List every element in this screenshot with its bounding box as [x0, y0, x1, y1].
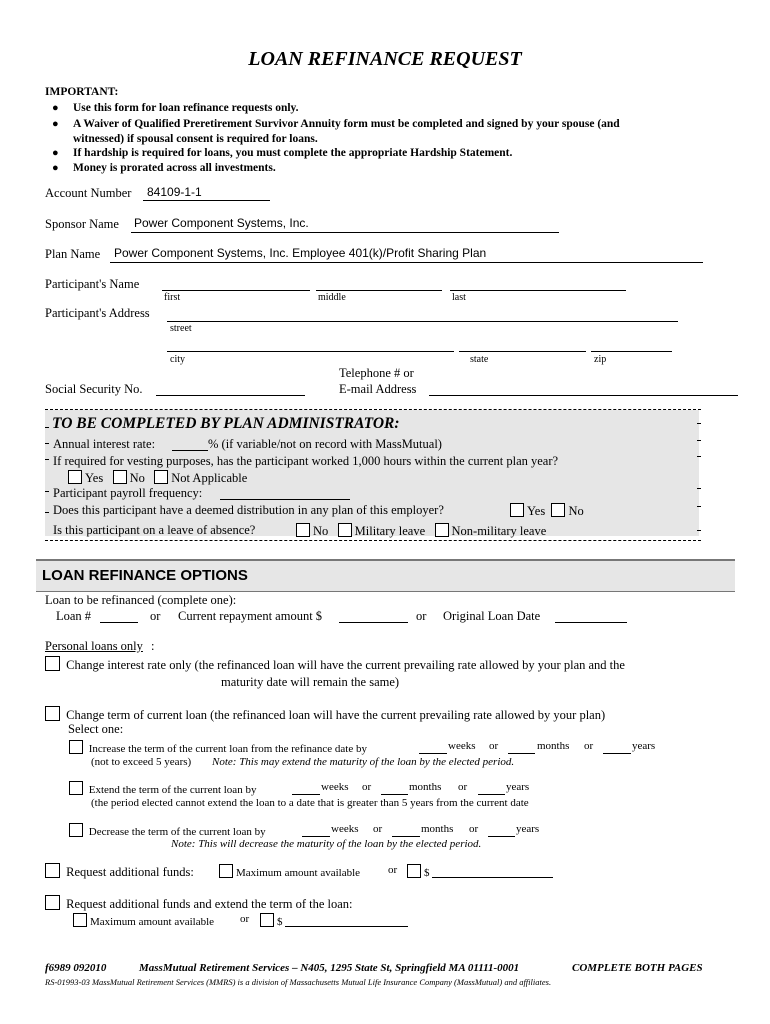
non-military-leave-checkbox[interactable]: [435, 523, 449, 537]
orig-date-label: Original Loan Date: [443, 609, 541, 623]
account-field[interactable]: [143, 200, 270, 201]
or-text: or: [469, 823, 479, 835]
change-rate-checkbox[interactable]: [45, 656, 60, 671]
street-field[interactable]: [167, 321, 678, 322]
extend-checkbox[interactable]: [69, 781, 83, 795]
dash-mark: [697, 423, 701, 424]
decrease-checkbox[interactable]: [69, 823, 83, 837]
interest-field[interactable]: [172, 450, 208, 451]
account-value: 84109-1-1: [147, 185, 202, 199]
decrease-note: Note: This will decrease the maturity of the loan by the elected period.: [171, 838, 482, 850]
or-text: or: [388, 864, 398, 876]
increase-years-field[interactable]: [603, 753, 631, 754]
extend-option: [69, 781, 256, 796]
dash-mark: [45, 427, 49, 428]
last-caption: last: [452, 292, 466, 303]
zip-caption: zip: [594, 354, 607, 365]
extend-weeks-field[interactable]: [292, 794, 320, 795]
dollar-sign: $: [277, 916, 283, 928]
additional-extend-max: [73, 913, 214, 928]
or-text: or: [373, 823, 383, 835]
or-text: or: [458, 781, 468, 793]
important-bullet: If hardship is required for loans, you must complete the appropriate Hardship Statement.: [73, 147, 513, 159]
orig-date-field[interactable]: [555, 622, 627, 623]
no-label: No: [129, 471, 145, 485]
leave-options: [296, 523, 546, 539]
military-label: Military leave: [354, 524, 426, 538]
to-be-refinanced: Loan to be refinanced (complete one):: [45, 593, 237, 607]
bullet-icon: ●: [52, 147, 59, 159]
first-name-field[interactable]: [162, 290, 310, 291]
ssn-label: Social Security No.: [45, 382, 143, 396]
additional-max: [219, 864, 360, 879]
max-label: Maximum amount available: [236, 867, 361, 879]
military-leave-checkbox[interactable]: [338, 523, 352, 537]
dash-mark: [697, 488, 701, 489]
decrease-option: [69, 823, 266, 838]
extend-years-field[interactable]: [478, 794, 505, 795]
increase-months-field[interactable]: [508, 753, 535, 754]
dash-mark: [697, 440, 701, 441]
ssn-field[interactable]: [156, 395, 305, 396]
footer-address: MassMutual Retirement Services – N405, 1295 State St, Springfield MA 01111-0001: [139, 962, 520, 974]
interest-note: % (if variable/not on record with MassMutual): [208, 437, 442, 451]
years-label: years: [516, 823, 540, 835]
important-heading: IMPORTANT:: [45, 86, 119, 98]
change-term-checkbox[interactable]: [45, 706, 60, 721]
city-field[interactable]: [167, 351, 454, 352]
personal-colon: :: [151, 639, 155, 653]
months-label: months: [409, 781, 442, 793]
leave-no-checkbox[interactable]: [296, 523, 310, 537]
increase-note: Note: This may extend the maturity of the loan by the elected period.: [212, 756, 515, 768]
admin-bottom-border: [45, 540, 701, 541]
change-rate-option: [45, 656, 625, 673]
important-bullet: A Waiver of Qualified Preretirement Survivor Annuity form must be completed and signed by your spouse (and: [73, 118, 620, 130]
increase-text: Increase the term of the current loan from the refinance date by: [88, 743, 367, 755]
or-text: or: [240, 913, 250, 925]
important-bullet: Use this form for loan refinance requests only.: [73, 102, 299, 114]
email-field[interactable]: [429, 395, 738, 396]
middle-caption: middle: [318, 292, 346, 303]
increase-checkbox[interactable]: [69, 740, 83, 754]
leave-question: Is this participant on a leave of absence?: [53, 523, 256, 537]
admin-top-border: [45, 409, 701, 410]
options-heading: LOAN REFINANCE OPTIONS: [42, 567, 248, 584]
additional-text: Request additional funds:: [66, 865, 194, 879]
additional-extend-checkbox[interactable]: [45, 895, 60, 910]
additional-checkbox[interactable]: [45, 863, 60, 878]
weeks-label: weeks: [331, 823, 359, 835]
last-name-field[interactable]: [450, 290, 626, 291]
address-label: Participant's Address: [45, 306, 150, 320]
months-label: months: [421, 823, 454, 835]
dash-mark: [45, 459, 49, 460]
vesting-yes-checkbox[interactable]: [68, 470, 82, 484]
change-rate-text: Change interest rate only (the refinanced loan will have the current prevailing rate allowed by your plan and the: [66, 658, 625, 672]
extend-text: Extend the term of the current loan by: [88, 784, 257, 796]
weeks-label: weeks: [448, 740, 476, 752]
dash-mark: [697, 456, 701, 457]
bullet-icon: ●: [52, 162, 59, 174]
weeks-label: weeks: [321, 781, 349, 793]
footer-legal: RS-01993-03 MassMutual Retirement Services (MMRS) is a division of Massachusetts Mutual Life Insurance Company (MassMutual) and affiliates.: [45, 977, 552, 987]
change-term-text: Change term of current loan (the refinanced loan will have the current prevailing rate allowed by your plan): [66, 708, 606, 722]
telephone-label: Telephone # or: [339, 366, 414, 380]
loan-no-label: Loan #: [56, 609, 92, 623]
deemed-options: [510, 503, 584, 519]
years-label: years: [506, 781, 530, 793]
interest-label: Annual interest rate:: [53, 437, 156, 451]
or-text: or: [489, 740, 499, 752]
street-caption: street: [170, 323, 192, 334]
bullet-icon: ●: [52, 118, 59, 130]
additional-extend-option: [45, 895, 353, 912]
deemed-no-checkbox[interactable]: [551, 503, 565, 517]
account-label: Account Number: [45, 186, 132, 200]
form-number: f6989 092010: [45, 962, 107, 974]
email-label: E-mail Address: [339, 382, 417, 396]
additional-amount: [407, 864, 430, 879]
first-caption: first: [164, 292, 181, 303]
decrease-weeks-field[interactable]: [302, 836, 330, 837]
payroll-field[interactable]: [220, 499, 350, 500]
plan-field[interactable]: [110, 262, 703, 263]
state-field[interactable]: [459, 351, 586, 352]
or-text: or: [584, 740, 594, 752]
or-text: or: [362, 781, 372, 793]
extend-limit: (the period elected cannot extend the loan to a date that is greater than 5 years from the current date: [91, 797, 529, 809]
city-caption: city: [170, 354, 185, 365]
vesting-na-checkbox[interactable]: [154, 470, 168, 484]
no-label: No: [313, 524, 329, 538]
change-rate-text-2: maturity date will remain the same): [221, 675, 400, 689]
years-label: years: [632, 740, 656, 752]
dollar-sign: $: [424, 867, 430, 879]
additional-extend-amount-field[interactable]: [285, 926, 408, 927]
dash-mark: [45, 443, 49, 444]
decrease-months-field[interactable]: [392, 836, 420, 837]
months-label: months: [537, 740, 570, 752]
max-label: Maximum amount available: [90, 916, 215, 928]
yes-label: Yes: [527, 504, 546, 518]
admin-heading: TO BE COMPLETED BY PLAN ADMINISTRATOR:: [52, 415, 400, 432]
increase-weeks-field[interactable]: [419, 753, 447, 754]
deemed-question: Does this participant have a deemed distribution in any plan of this employer?: [53, 503, 444, 517]
additional-amount-checkbox[interactable]: [407, 864, 421, 878]
or-text: or: [150, 609, 161, 623]
increase-limit: (not to exceed 5 years): [91, 756, 192, 768]
additional-option: [45, 863, 194, 880]
options-header: [36, 559, 735, 592]
state-caption: state: [470, 354, 489, 365]
repay-field[interactable]: [339, 622, 408, 623]
middle-name-field[interactable]: [316, 290, 442, 291]
deemed-yes-checkbox[interactable]: [510, 503, 524, 517]
dash-mark: [45, 491, 49, 492]
plan-label: Plan Name: [45, 247, 101, 261]
decrease-years-field[interactable]: [488, 836, 515, 837]
yes-label: Yes: [85, 471, 104, 485]
personal-loans-label: Personal loans only: [45, 639, 143, 653]
vesting-options: [68, 470, 247, 486]
vesting-no-checkbox[interactable]: [113, 470, 127, 484]
non-military-label: Non-military leave: [451, 524, 547, 538]
select-one: Select one:: [68, 722, 124, 736]
form-title: LOAN REFINANCE REQUEST: [248, 48, 522, 70]
vesting-question: If required for vesting purposes, has the participant worked 1,000 hours within the current plan year?: [53, 454, 559, 468]
additional-amount-field[interactable]: [432, 877, 553, 878]
bullet-icon: ●: [52, 102, 59, 114]
additional-max-checkbox[interactable]: [219, 864, 233, 878]
sponsor-value: Power Component Systems, Inc.: [134, 216, 309, 230]
no-label: No: [568, 504, 584, 518]
repay-label: Current repayment amount $: [178, 609, 323, 623]
na-label: Not Applicable: [171, 471, 248, 485]
participant-name-label: Participant's Name: [45, 277, 140, 291]
plan-value: Power Component Systems, Inc. Employee 401(k)/Profit Sharing Plan: [114, 246, 487, 260]
important-bullet-cont: witnessed) if spousal consent is required for loans.: [73, 133, 318, 145]
loan-no-field[interactable]: [100, 622, 138, 623]
dash-mark: [697, 530, 701, 531]
additional-extend-amount: [260, 913, 283, 928]
dash-mark: [45, 512, 49, 513]
or-text: or: [416, 609, 427, 623]
important-bullet: Money is prorated across all investments.: [73, 162, 276, 174]
additional-extend-max-checkbox[interactable]: [73, 913, 87, 927]
sponsor-label: Sponsor Name: [45, 217, 119, 231]
additional-extend-amount-checkbox[interactable]: [260, 913, 274, 927]
dash-mark: [697, 506, 701, 507]
sponsor-field[interactable]: [131, 232, 559, 233]
complete-both-pages: COMPLETE BOTH PAGES: [572, 962, 703, 974]
decrease-text: Decrease the term of the current loan by: [88, 826, 266, 838]
payroll-label: Participant payroll frequency:: [53, 486, 203, 500]
increase-option: [69, 740, 367, 755]
additional-extend-text: Request additional funds and extend the term of the loan:: [66, 897, 353, 911]
zip-field[interactable]: [591, 351, 672, 352]
change-term-option: [45, 706, 605, 723]
extend-months-field[interactable]: [381, 794, 408, 795]
